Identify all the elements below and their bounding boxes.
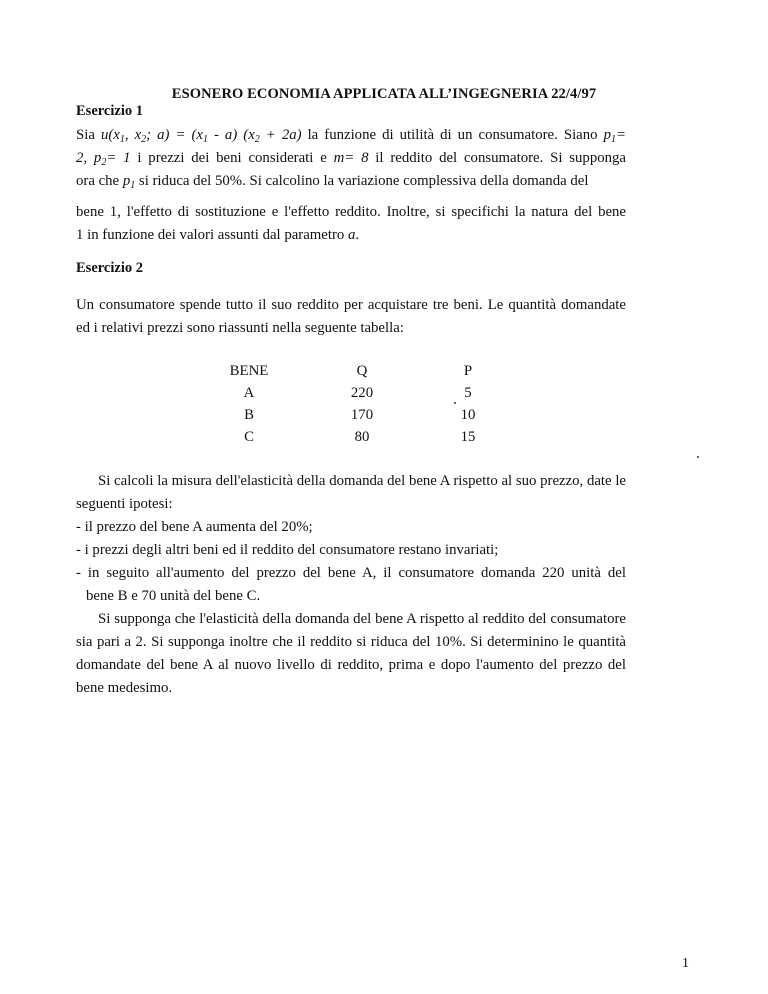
text-run: 1 bbox=[202, 134, 208, 145]
text-run: 2 bbox=[101, 157, 107, 168]
table-cell-p: 15 bbox=[460, 428, 476, 445]
text-run: = bbox=[615, 127, 626, 143]
text-run: - a) (x bbox=[207, 127, 255, 143]
hypothesis-item: - in seguito all'aumento del prezzo del bene A, il consumatore domanda 220 unità del bbox=[76, 565, 626, 581]
text-run: u(x bbox=[100, 127, 120, 143]
exercise-2-question bbox=[76, 470, 626, 700]
table-row bbox=[222, 382, 488, 404]
hypothesis-item: - il prezzo del bene A aumenta del 20%; bbox=[76, 519, 313, 535]
text-run: 2, p bbox=[76, 150, 102, 166]
table-header-bene: BENE bbox=[229, 362, 269, 379]
exercise-2-heading: Esercizio 2 bbox=[76, 260, 143, 276]
text-run: la funzione di utilità di un consumatore. Siano bbox=[301, 127, 604, 143]
text-run: ; a) = (x bbox=[146, 127, 203, 143]
text-run: il reddito del consumatore. Si supponga bbox=[368, 150, 626, 166]
final-paragraph: Si supponga che l'elasticità della domanda del bene A rispetto al reddito del consumatore sia pari a 2. Si supponga inoltre che il reddito si riduca del 10%. Si determinino le quantità domandate del bene A al nuovo livello di reddito, prima e dopo l'aumento del prezzo del bene medesimo. bbox=[76, 611, 626, 696]
table-row bbox=[222, 426, 488, 448]
table-header-p: P bbox=[463, 362, 473, 379]
exercise-1-line bbox=[76, 147, 626, 170]
page-number: 1 bbox=[682, 956, 689, 971]
table-cell-q: 220 bbox=[350, 384, 374, 401]
table-cell-q: 80 bbox=[354, 428, 370, 445]
table-row bbox=[222, 404, 488, 426]
table-cell-p: 5 bbox=[464, 384, 472, 401]
text-run: . bbox=[355, 227, 360, 243]
text-run: 1 in funzione dei valori assunti dal parametro bbox=[76, 227, 349, 243]
text-run: i prezzi dei beni considerati e bbox=[130, 150, 334, 166]
question-intro: Si calcoli la misura dell'elasticità della domanda del bene A rispetto al suo prezzo, date le seguenti ipotesi: bbox=[76, 473, 626, 512]
document-title: ESONERO ECONOMIA APPLICATA ALL’INGEGNERIA 22/4/97 bbox=[171, 86, 597, 102]
hypothesis-item: bene B e 70 unità del bene C. bbox=[86, 588, 261, 604]
table-cell-p: 10 bbox=[460, 406, 476, 423]
text-run: 1 bbox=[119, 134, 125, 145]
text-run: 1 bbox=[610, 134, 616, 145]
text-run: 2 bbox=[254, 134, 260, 145]
text-run: ora che bbox=[76, 173, 123, 189]
exercise-1-line bbox=[76, 124, 626, 147]
scan-speck bbox=[697, 456, 699, 458]
text-run: 2 bbox=[141, 134, 147, 145]
exercise-1-line bbox=[76, 170, 626, 193]
table-header-row bbox=[222, 360, 488, 382]
text-run: Sia bbox=[76, 127, 101, 143]
table-cell-bene: B bbox=[244, 406, 254, 423]
table-cell-bene: A bbox=[243, 384, 255, 401]
text-run: a bbox=[348, 227, 356, 243]
text-run: p bbox=[603, 127, 611, 143]
text-run: 1 bbox=[130, 180, 136, 191]
text-run: m= 8 bbox=[333, 150, 369, 166]
exercise-1-text bbox=[76, 124, 626, 247]
hypothesis-item: - i prezzi degli altri beni ed il reddito del consumatore restano invariati; bbox=[76, 542, 499, 558]
exercise-1-heading: Esercizio 1 bbox=[76, 103, 143, 119]
table-cell-bene: C bbox=[244, 428, 254, 445]
text-run: , x bbox=[124, 127, 142, 143]
exercise-1-line bbox=[76, 224, 626, 247]
text-run: p bbox=[122, 173, 131, 189]
scan-speck bbox=[454, 402, 456, 404]
table-header-q: Q bbox=[356, 362, 368, 379]
exercise-1-line bbox=[76, 201, 626, 224]
exercise-2-intro: Un consumatore spende tutto il suo reddito per acquistare tre beni. Le quantità domandate ed i relativi prezzi sono riassunti nella seguente tabella: bbox=[76, 297, 626, 336]
goods-table bbox=[222, 360, 488, 448]
table-cell-q: 170 bbox=[350, 406, 374, 423]
text-run: = 1 bbox=[106, 150, 131, 166]
text-run: bene 1, l'effetto di sostituzione e l'effetto reddito. Inoltre, si specifichi la natura del bene bbox=[76, 204, 626, 220]
text-run: + 2a) bbox=[259, 127, 302, 143]
text-run: si riduca del 50%. Si calcolino la variazione complessiva della domanda del bbox=[135, 173, 589, 189]
